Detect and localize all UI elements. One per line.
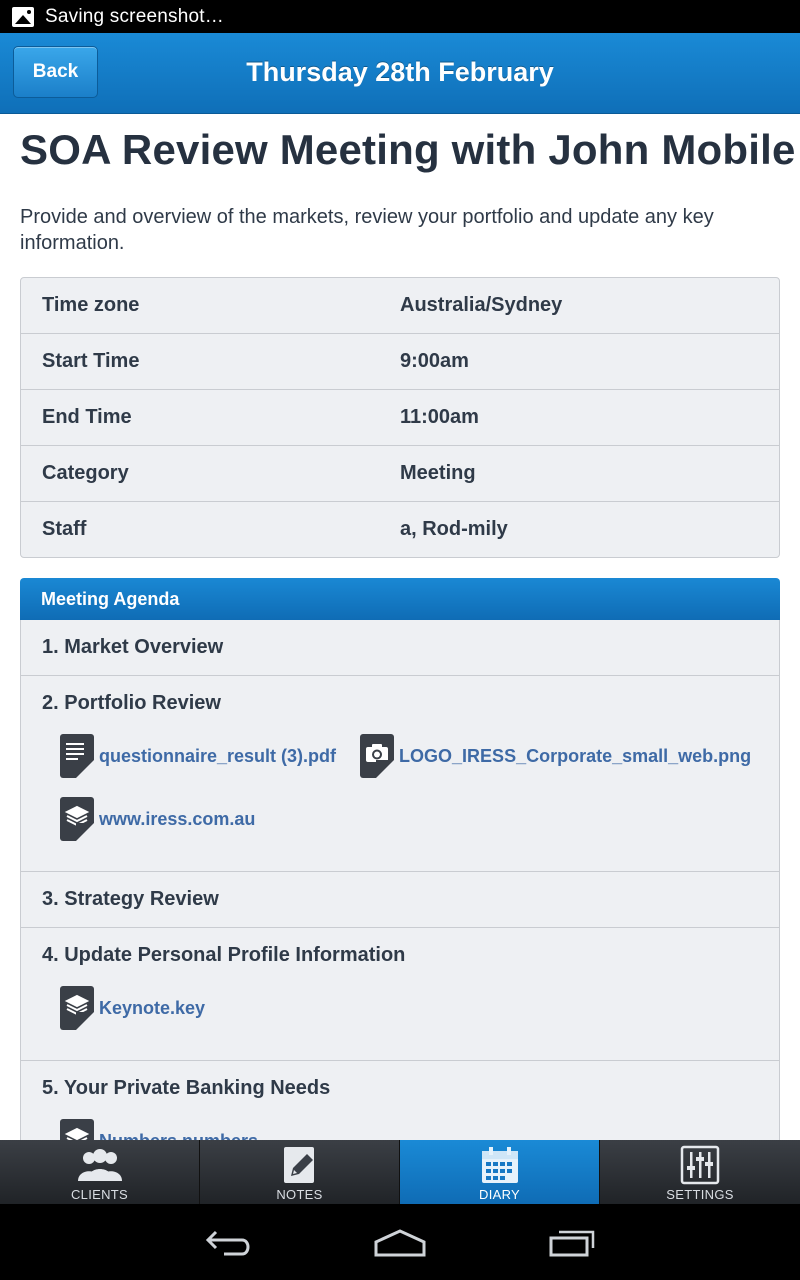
detail-label: End Time	[42, 406, 132, 428]
agenda-item-title: 5. Your Private Banking Needs	[42, 1077, 331, 1099]
detail-value: Australia/Sydney	[400, 294, 563, 316]
page-date-title: Thursday 28th February	[246, 57, 554, 87]
app-header	[0, 33, 800, 114]
tab-settings[interactable]	[600, 1140, 800, 1204]
detail-value: a, Rod-mily	[400, 518, 508, 540]
camera-icon	[360, 734, 394, 778]
attachment-link[interactable]	[60, 731, 336, 781]
attachment-link[interactable]	[360, 731, 751, 781]
sliders-icon	[680, 1146, 720, 1184]
attachment-name[interactable]: LOGO_IRESS_Corporate_small_web.png	[399, 745, 752, 766]
status-bar	[0, 0, 800, 33]
meeting-details-table	[20, 277, 780, 558]
attachment-link[interactable]	[60, 794, 255, 844]
attachment-list	[21, 983, 779, 1060]
detail-label: Staff	[42, 518, 87, 540]
tab-diary[interactable]	[400, 1140, 600, 1204]
tab-clients[interactable]	[0, 1140, 200, 1204]
back-arrow-icon	[204, 1228, 254, 1258]
meeting-title: SOA Review Meeting with John Mobile	[20, 126, 796, 173]
attachment-name[interactable]: questionnaire_result (3).pdf	[99, 745, 337, 766]
nav-home-button[interactable]	[370, 1226, 430, 1260]
detail-value: 11:00am	[400, 406, 479, 428]
attachment-name[interactable]: www.iress.com.au	[99, 808, 256, 829]
agenda-heading: Meeting Agenda	[20, 578, 780, 620]
nav-back-button[interactable]	[199, 1226, 259, 1260]
document-icon	[60, 734, 94, 778]
home-icon	[372, 1228, 428, 1258]
notes-icon	[280, 1146, 320, 1184]
attachment-name[interactable]: Keynote.key	[99, 997, 206, 1018]
detail-label: Time zone	[42, 294, 140, 316]
detail-label: Start Time	[42, 350, 140, 372]
bottom-tab-bar	[0, 1140, 800, 1204]
agenda-item	[20, 620, 780, 676]
tab-label: DIARY	[479, 1187, 520, 1202]
attachment-link[interactable]	[60, 983, 205, 1033]
meeting-agenda	[20, 578, 780, 1194]
detail-row-start-time	[21, 334, 779, 390]
agenda-item	[20, 676, 780, 872]
detail-label: Category	[42, 462, 129, 484]
detail-row-end-time	[21, 390, 779, 446]
layers-icon	[60, 797, 94, 841]
detail-row-staff	[21, 502, 779, 557]
detail-row-category	[21, 446, 779, 502]
agenda-item-title: 3. Strategy Review	[42, 888, 219, 910]
agenda-item-title: 4. Update Personal Profile Information	[42, 944, 406, 966]
detail-row-timezone	[21, 278, 779, 334]
layers-icon	[60, 986, 94, 1030]
agenda-item	[20, 928, 780, 1061]
tab-label: NOTES	[276, 1187, 323, 1202]
clients-icon	[80, 1146, 120, 1184]
status-text: Saving screenshot…	[45, 5, 224, 27]
attachment-list	[21, 731, 779, 871]
system-nav-bar	[0, 1204, 800, 1280]
nav-recent-apps-button[interactable]	[542, 1226, 602, 1260]
meeting-detail[interactable]	[0, 114, 800, 1140]
tab-label: SETTINGS	[666, 1187, 734, 1202]
agenda-item-title: 1. Market Overview	[42, 636, 224, 658]
tab-notes[interactable]	[200, 1140, 400, 1204]
back-button[interactable]: Back	[13, 46, 98, 98]
calendar-icon	[480, 1146, 520, 1184]
detail-value: Meeting	[400, 462, 476, 484]
agenda-item	[20, 872, 780, 928]
agenda-item-title: 2. Portfolio Review	[42, 692, 221, 714]
tab-label: CLIENTS	[70, 1187, 128, 1202]
detail-value: 9:00am	[400, 350, 469, 372]
image-icon	[12, 7, 34, 27]
meeting-description: Provide and overview of the markets, review your portfolio and update any key information.	[20, 206, 714, 254]
recent-apps-icon	[547, 1228, 597, 1258]
